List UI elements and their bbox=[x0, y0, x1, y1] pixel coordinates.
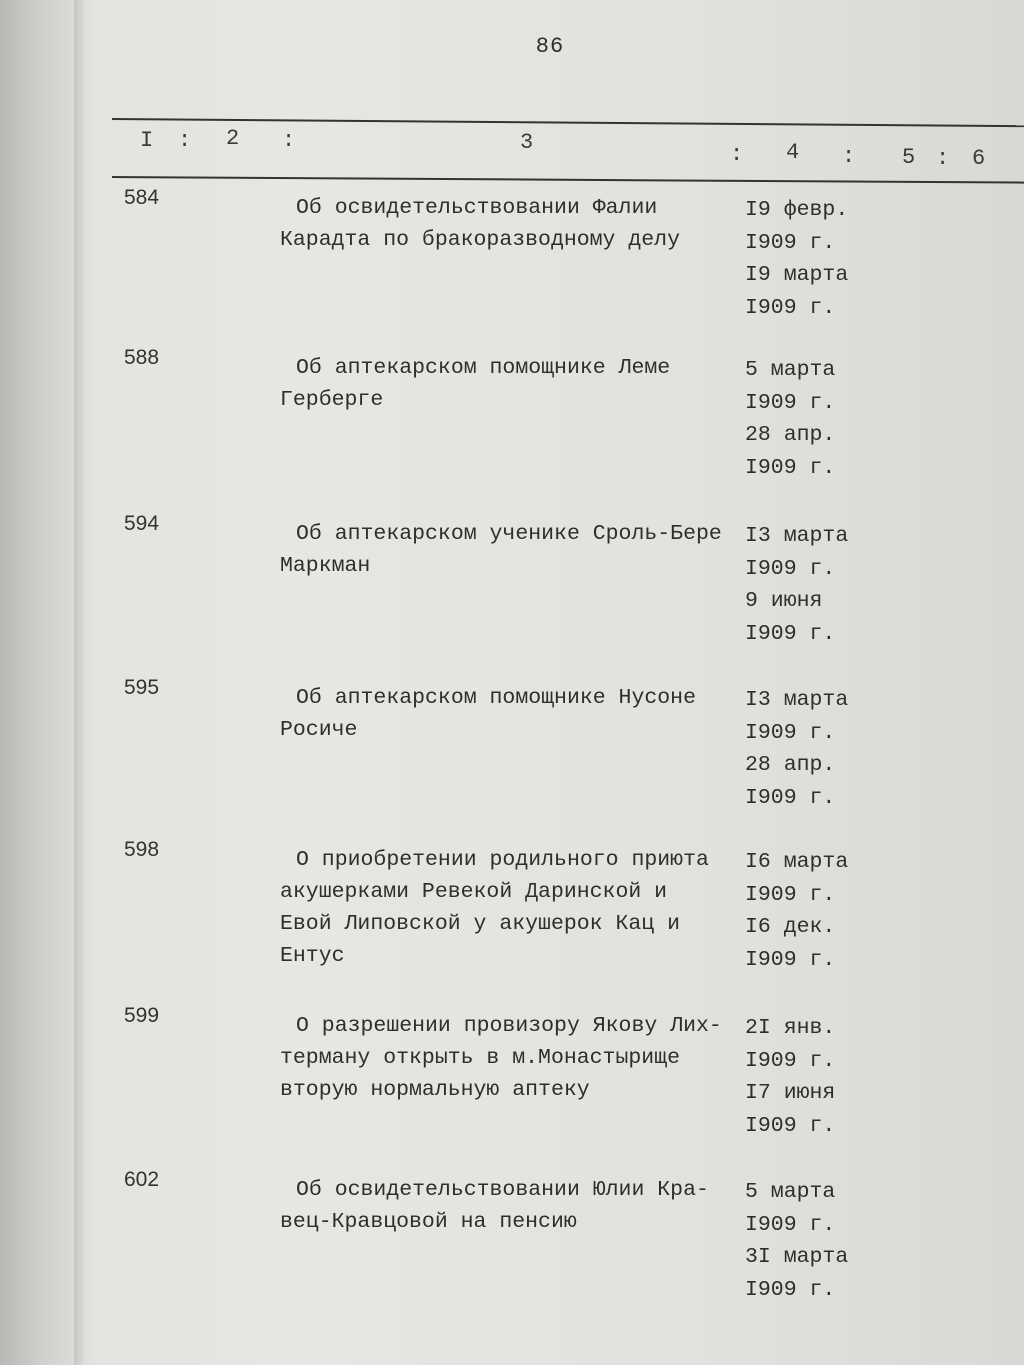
header-bottom-rule bbox=[112, 176, 1024, 184]
title-line: вец-Кравцовой на пенсию bbox=[280, 1210, 577, 1234]
entry-number: 599 bbox=[124, 1004, 160, 1027]
entry-title bbox=[280, 352, 750, 416]
column-header-separator: : bbox=[842, 144, 856, 169]
column-header-6: 6 bbox=[972, 146, 986, 171]
title-line: Об освидетельствовании Юлии Кра- bbox=[296, 1178, 709, 1202]
title-line: Об аптекарском помощнике Нусоне bbox=[296, 686, 696, 710]
start-date: I6 марта bbox=[745, 850, 849, 874]
column-header-separator: : bbox=[730, 142, 744, 167]
title-line: Ентус bbox=[280, 944, 345, 968]
title-line: Герберге bbox=[280, 388, 384, 412]
end-year: I909 г. bbox=[745, 295, 836, 320]
entry-dates bbox=[745, 1012, 865, 1142]
start-date: I3 марта bbox=[745, 524, 849, 548]
entry-number: 602 bbox=[124, 1168, 160, 1191]
end-date: 28 апр. bbox=[745, 753, 836, 777]
column-header-separator: : bbox=[936, 146, 950, 171]
start-year: I909 г. bbox=[745, 1212, 836, 1237]
entry-title bbox=[280, 1010, 750, 1106]
column-header-separator: : bbox=[282, 128, 296, 153]
binding-shadow bbox=[74, 0, 84, 1365]
end-date: 9 июня bbox=[745, 589, 823, 613]
start-year: I909 г. bbox=[745, 556, 836, 581]
title-line: Об аптекарском ученике Сроль-Бере bbox=[296, 522, 722, 546]
title-line: Евой Липовской у акушерок Кац и bbox=[280, 912, 680, 936]
entry-number: 588 bbox=[124, 346, 160, 369]
start-date: 2I янв. bbox=[745, 1016, 836, 1040]
entry-number: 595 bbox=[124, 676, 160, 699]
entry-title bbox=[280, 1174, 750, 1238]
entry-title bbox=[280, 682, 750, 746]
title-line: Росиче bbox=[280, 718, 358, 742]
column-header-3: 3 bbox=[520, 130, 534, 155]
header-top-rule bbox=[112, 118, 1024, 127]
entry-dates bbox=[745, 194, 865, 324]
title-line: Об освидетельствовании Фалии bbox=[296, 196, 658, 220]
entry-dates bbox=[745, 846, 865, 976]
start-year: I909 г. bbox=[745, 390, 836, 415]
entry-dates bbox=[745, 1176, 865, 1306]
column-header-4: 4 bbox=[786, 140, 800, 165]
end-date: I9 марта bbox=[745, 263, 849, 287]
entry-dates bbox=[745, 520, 865, 650]
entry-title bbox=[280, 518, 750, 582]
end-date: I7 июня bbox=[745, 1081, 836, 1105]
column-header-separator: : bbox=[178, 128, 192, 153]
end-year: I909 г. bbox=[745, 785, 836, 810]
end-year: I909 г. bbox=[745, 455, 836, 480]
column-header-2: 2 bbox=[226, 126, 240, 151]
column-header-1: I bbox=[140, 128, 154, 153]
end-date: I6 дек. bbox=[745, 915, 836, 939]
start-year: I909 г. bbox=[745, 720, 836, 745]
title-line: вторую нормальную аптеку bbox=[280, 1078, 590, 1102]
start-year: I909 г. bbox=[745, 1048, 836, 1073]
title-line: Карадта по бракоразводному делу bbox=[280, 228, 680, 252]
entry-dates bbox=[745, 354, 865, 484]
column-header-5: 5 bbox=[902, 145, 916, 170]
title-line: О приобретении родильного приюта bbox=[296, 848, 709, 872]
end-year: I909 г. bbox=[745, 1277, 836, 1302]
end-date: 28 апр. bbox=[745, 423, 836, 447]
entry-number: 584 bbox=[124, 186, 160, 209]
entry-title bbox=[280, 844, 750, 972]
title-line: терману открыть в м.Монастырище bbox=[280, 1046, 680, 1070]
entry-title bbox=[280, 192, 750, 256]
start-date: 5 марта bbox=[745, 358, 836, 382]
entry-number: 594 bbox=[124, 512, 160, 535]
title-line: Об аптекарском помощнике Леме bbox=[296, 356, 671, 380]
title-line: О разрешении провизору Якову Лих- bbox=[296, 1014, 722, 1038]
end-year: I909 г. bbox=[745, 1113, 836, 1138]
start-date: 5 марта bbox=[745, 1180, 836, 1204]
end-year: I909 г. bbox=[745, 621, 836, 646]
entry-number: 598 bbox=[124, 838, 160, 861]
end-year: I909 г. bbox=[745, 947, 836, 972]
start-date: I9 февр. bbox=[745, 198, 849, 222]
entry-dates bbox=[745, 684, 865, 814]
start-year: I909 г. bbox=[745, 882, 836, 907]
start-date: I3 марта bbox=[745, 688, 849, 712]
end-date: 3I марта bbox=[745, 1245, 849, 1269]
start-year: I909 г. bbox=[745, 230, 836, 255]
title-line: акушерками Ревекой Даринской и bbox=[280, 880, 668, 904]
title-line: Маркман bbox=[280, 554, 371, 578]
page-number: 86 bbox=[535, 34, 565, 59]
